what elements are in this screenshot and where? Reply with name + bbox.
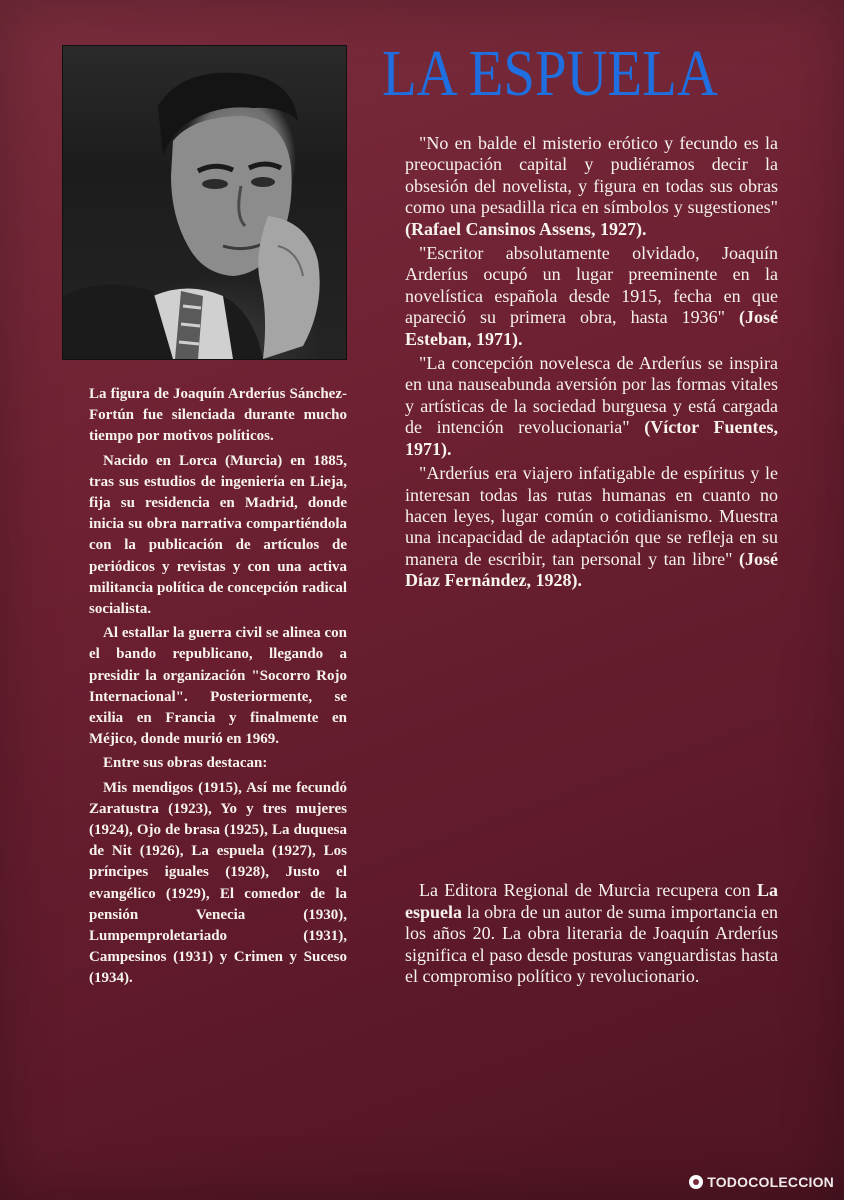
author-biography [89, 384, 347, 993]
bio-paragraph: La figura de Joaquín Arderíus Sánchez-Fortún fue silenciada durante mucho tiempo por motivos políticos. [89, 386, 347, 445]
publisher-paragraph [405, 880, 778, 988]
quote-citation: (José Esteban, 1971). [405, 307, 778, 349]
author-portrait [62, 45, 347, 360]
watermark [689, 1174, 834, 1190]
quote-text: "La concepción novelesca de Arderíus se inspira en una nauseabunda aversión por las formas vitales y artísticas de la sociedad burguesa y está cargada de intención revolucionaria" [405, 353, 778, 438]
todocoleccion-logo-icon [689, 1175, 703, 1189]
works-heading: Entre sus obras destacan: [103, 755, 268, 772]
watermark-text: TODOCOLECCION [707, 1174, 834, 1190]
quote-text: "Escritor absolutamente olvidado, Joaquín Arderíus ocupó un lugar preeminente en la novelística española desde 1915, fecha en que apareció su primera obra, hasta 1936" [405, 243, 778, 328]
portrait-illustration-icon [63, 46, 346, 359]
bio-paragraph: Nacido en Lorca (Murcia) en 1885, tras sus estudios de ingeniería en Lieja, fija su residencia en Madrid, donde inicia su obra narrativa compartiéndola con la publicación de artículos de periódicos y revistas y con una activa militancia política de concepción radical socialista. [89, 452, 347, 618]
quote [405, 463, 778, 591]
bio-paragraph: Al estallar la guerra civil se alinea con el bando republicano, llegando a presidir la organización "Socorro Rojo Internacional". Posteriormente, se exilia en Francia y finalmente en Méjico, donde murió en 1969. [89, 625, 347, 748]
publisher-text: la obra de un autor de suma importancia en los años 20. La obra literaria de Joaquín Arderíus significa el paso desde posturas vanguardistas hasta el compromiso político y revolucionario. [405, 901, 778, 987]
works-list: Mis mendigos (1915), Así me fecundó Zaratustra (1923), Yo y tres mujeres (1924), Ojo de brasa (1925), La duquesa de Nit (1926), La espuela (1927), Los príncipes iguales (1928), Justo el evangélico (1929), El comedor de la pensión Venecia (1930), Lumpemproletariado (1931), Campesinos (1931) y Crimen y Suceso (1934). [89, 779, 347, 987]
quote [405, 353, 778, 460]
book-title: LA ESPUELA [382, 37, 718, 110]
quote-text: "Arderíus era viajero infatigable de espíritus y le interesan todas las rutas humanas en cuanto no hacen leyes, lugar común o cotidianismo. Muestra una incapacidad de adaptación que se refleja en su manera de escribir, tan personal y tan libre" [405, 463, 778, 569]
publisher-statement [405, 880, 778, 988]
critics-quotes [405, 133, 778, 595]
quote [405, 133, 778, 240]
quote-citation: (Rafael Cansinos Assens, 1927). [405, 218, 647, 239]
publisher-text: La Editora Regional de Murcia recupera con [419, 880, 757, 900]
quote-citation: (Víctor Fuentes, 1971). [405, 417, 778, 459]
book-title-inline: La espuela [405, 880, 778, 922]
quote-citation: (José Díaz Fernández, 1928). [405, 548, 778, 591]
quote [405, 243, 778, 350]
quote-text: "No en balde el misterio erótico y fecundo es la preocupación capital y pudiéramos decir la obsesión del novelista, y figura en todas sus obras como una pesadilla rica en símbolos y sugestiones" [405, 133, 778, 218]
